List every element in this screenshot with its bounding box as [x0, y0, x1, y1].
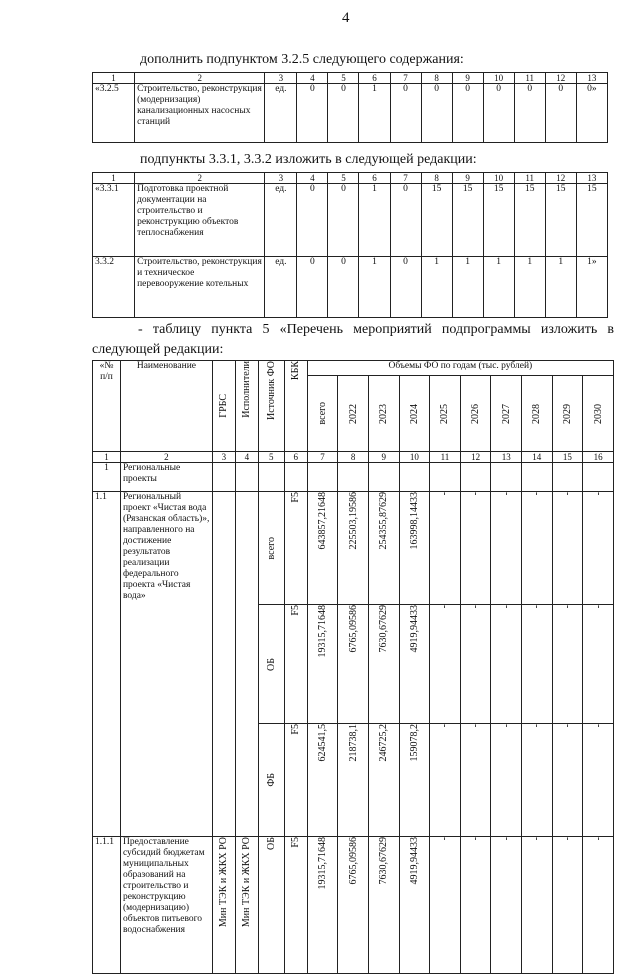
header-name: Наименование	[120, 361, 212, 452]
executor-cell	[235, 492, 258, 837]
value-cell: 0	[390, 184, 421, 257]
row-num: 1	[93, 463, 121, 492]
value-cell: -	[430, 492, 461, 605]
column-number: 12	[460, 452, 491, 463]
value-cell: 1	[359, 184, 390, 257]
row-name: Строительство, реконструкция и техническое перевооружение котельных	[135, 257, 265, 318]
header-grbs: ГРБС	[212, 361, 235, 452]
value-cell: -	[491, 724, 522, 837]
source-cell: ОБ	[258, 837, 284, 974]
indicator-table-2	[92, 172, 608, 318]
value-cell: 19315,71648	[307, 837, 338, 974]
column-number: 2	[120, 452, 212, 463]
value-cell: 246725,2	[368, 724, 399, 837]
column-number: 9	[368, 452, 399, 463]
value-cell: -	[491, 837, 522, 974]
value-cell: 1	[359, 257, 390, 318]
value-cell: 0	[390, 84, 421, 143]
value-cell: 15	[545, 184, 576, 257]
value-cell: -	[491, 492, 522, 605]
column-number: 1	[93, 452, 121, 463]
grbs-cell	[212, 492, 235, 837]
value-cell: 0	[483, 84, 514, 143]
column-number: 12	[545, 73, 576, 84]
row-unit: ед.	[265, 184, 297, 257]
value-cell: -	[430, 837, 461, 974]
column-number: 10	[399, 452, 430, 463]
column-number: 5	[258, 452, 284, 463]
row-name: Предоставление субсидий бюджетам муниципальных образований на строительство и реконструкцию (модернизацию) объектов питьевого водоснабжения	[120, 837, 212, 974]
intro-text-2: подпункты 3.3.1, 3.3.2 изложить в следующей редакции:	[140, 152, 477, 167]
source-cell: всего	[258, 492, 284, 605]
value-cell: -	[583, 605, 614, 724]
column-number: 6	[359, 73, 390, 84]
header-year: 2022	[338, 376, 369, 452]
column-number: 5	[328, 73, 359, 84]
value-cell: 1	[359, 84, 390, 143]
column-number: 8	[421, 73, 452, 84]
value-cell: 0	[297, 257, 328, 318]
kbk-cell: F5	[284, 605, 307, 724]
value-cell: -	[491, 605, 522, 724]
kbk-cell: F5	[284, 837, 307, 974]
value-cell: 0	[328, 257, 359, 318]
column-number: 4	[235, 452, 258, 463]
column-number: 11	[514, 173, 545, 184]
header-year: 2030	[583, 376, 614, 452]
row-num: 1.1.1	[93, 837, 121, 974]
row-unit: ед.	[265, 84, 297, 143]
value-cell: 254355,87629	[368, 492, 399, 605]
header-year: 2027	[491, 376, 522, 452]
value-cell: -	[522, 837, 553, 974]
value-cell: 0	[421, 84, 452, 143]
column-number: 5	[328, 173, 359, 184]
column-number: 4	[297, 73, 328, 84]
header-year: 2029	[552, 376, 583, 452]
column-number: 3	[265, 73, 297, 84]
column-number: 14	[522, 452, 553, 463]
value-cell: 1»	[576, 257, 607, 318]
value-cell: -	[552, 837, 583, 974]
value-cell: 7630,67629	[368, 605, 399, 724]
value-cell: 1	[545, 257, 576, 318]
column-number: 8	[338, 452, 369, 463]
value-cell: -	[460, 837, 491, 974]
column-number: 6	[359, 173, 390, 184]
value-cell: -	[522, 492, 553, 605]
column-number: 16	[583, 452, 614, 463]
column-number: 9	[452, 73, 483, 84]
column-number: 1	[93, 73, 135, 84]
value-cell: 0»	[576, 84, 607, 143]
value-cell: -	[522, 605, 553, 724]
row-name: Строительство, реконструкция (модернизация) канализационных насосных станций	[135, 84, 265, 143]
value-cell: -	[552, 724, 583, 837]
source-cell: ФБ	[258, 724, 284, 837]
value-cell: -	[460, 605, 491, 724]
header-year: всего	[307, 376, 338, 452]
value-cell: 1	[452, 257, 483, 318]
value-cell: -	[552, 605, 583, 724]
column-number: 4	[297, 173, 328, 184]
column-number: 7	[390, 73, 421, 84]
value-cell: 218738,1	[338, 724, 369, 837]
header-year: 2023	[368, 376, 399, 452]
kbk-cell: F5	[284, 492, 307, 605]
measures-table	[92, 360, 614, 974]
column-number: 6	[284, 452, 307, 463]
indicator-table-1	[92, 72, 608, 143]
value-cell: 0	[328, 184, 359, 257]
value-cell: 4919,94433	[399, 605, 430, 724]
column-number: 7	[390, 173, 421, 184]
column-number: 3	[212, 452, 235, 463]
value-cell: -	[552, 492, 583, 605]
value-cell: -	[583, 492, 614, 605]
value-cell: 15	[576, 184, 607, 257]
kbk-cell: F5	[284, 724, 307, 837]
header-year: 2026	[460, 376, 491, 452]
page-number: 4	[342, 10, 350, 26]
value-cell: 1	[421, 257, 452, 318]
column-number: 11	[514, 73, 545, 84]
header-num: «№ п/п	[93, 361, 121, 452]
value-cell: 0	[390, 257, 421, 318]
row-unit: ед.	[265, 257, 297, 318]
column-number: 2	[135, 73, 265, 84]
column-number: 2	[135, 173, 265, 184]
column-number: 15	[552, 452, 583, 463]
value-cell: -	[430, 724, 461, 837]
intro-text-3: - таблицу пункта 5 «Перечень мероприятий подпрограммы изложить в следующей редакции:	[92, 322, 614, 357]
column-number: 13	[576, 173, 607, 184]
row-id: «3.3.1	[93, 184, 135, 257]
column-number: 13	[491, 452, 522, 463]
value-cell: -	[460, 492, 491, 605]
value-cell: 0	[297, 84, 328, 143]
header-source: Источник ФО	[258, 361, 284, 452]
header-kbk: КБК	[284, 361, 307, 452]
header-year: 2028	[522, 376, 553, 452]
value-cell: 643857,21648	[307, 492, 338, 605]
value-cell: 15	[452, 184, 483, 257]
value-cell: -	[430, 605, 461, 724]
executor-cell: Мин ТЭК и ЖКХ РО	[235, 837, 258, 974]
column-number: 12	[545, 173, 576, 184]
value-cell: 624541,5	[307, 724, 338, 837]
row-num: 1.1	[93, 492, 121, 837]
value-cell: 0	[452, 84, 483, 143]
source-cell: ОБ	[258, 605, 284, 724]
value-cell: 0	[328, 84, 359, 143]
value-cell: 1	[514, 257, 545, 318]
column-number: 1	[93, 173, 135, 184]
row-name: Региональный проект «Чистая вода (Рязанская область)», направленного на достижение результатов реализации федерального проекта «Чистая вода»	[120, 492, 212, 837]
value-cell: 0	[545, 84, 576, 143]
value-cell: -	[583, 837, 614, 974]
value-cell: 4919,94433	[399, 837, 430, 974]
row-id: «3.2.5	[93, 84, 135, 143]
column-number: 9	[452, 173, 483, 184]
value-cell: 1	[483, 257, 514, 318]
value-cell: 19315,71648	[307, 605, 338, 724]
row-id: 3.3.2	[93, 257, 135, 318]
value-cell: 15	[421, 184, 452, 257]
column-number: 10	[483, 73, 514, 84]
column-number: 10	[483, 173, 514, 184]
column-number: 13	[576, 73, 607, 84]
value-cell: -	[460, 724, 491, 837]
column-number: 3	[265, 173, 297, 184]
value-cell: 6765,09586	[338, 837, 369, 974]
column-number: 11	[430, 452, 461, 463]
value-cell: 15	[483, 184, 514, 257]
value-cell: 163998,14433	[399, 492, 430, 605]
value-cell: 6765,09586	[338, 605, 369, 724]
value-cell: 225503,19586	[338, 492, 369, 605]
column-number: 7	[307, 452, 338, 463]
row-name: Региональные проекты	[120, 463, 212, 492]
value-cell: 0	[297, 184, 328, 257]
header-volumes: Объемы ФО по годам (тыс. рублей)	[307, 361, 613, 376]
value-cell: -	[522, 724, 553, 837]
value-cell: 159078,2	[399, 724, 430, 837]
grbs-cell: Мин ТЭК и ЖКХ РО	[212, 837, 235, 974]
value-cell: 7630,67629	[368, 837, 399, 974]
intro-text-1: дополнить подпунктом 3.2.5 следующего содержания:	[140, 52, 464, 67]
value-cell: -	[583, 724, 614, 837]
row-name: Подготовка проектной документации на строительство и реконструкцию объектов теплоснабжения	[135, 184, 265, 257]
value-cell: 0	[514, 84, 545, 143]
header-year: 2024	[399, 376, 430, 452]
header-year: 2025	[430, 376, 461, 452]
header-executors: Исполнители	[235, 361, 258, 452]
value-cell: 15	[514, 184, 545, 257]
column-number: 8	[421, 173, 452, 184]
